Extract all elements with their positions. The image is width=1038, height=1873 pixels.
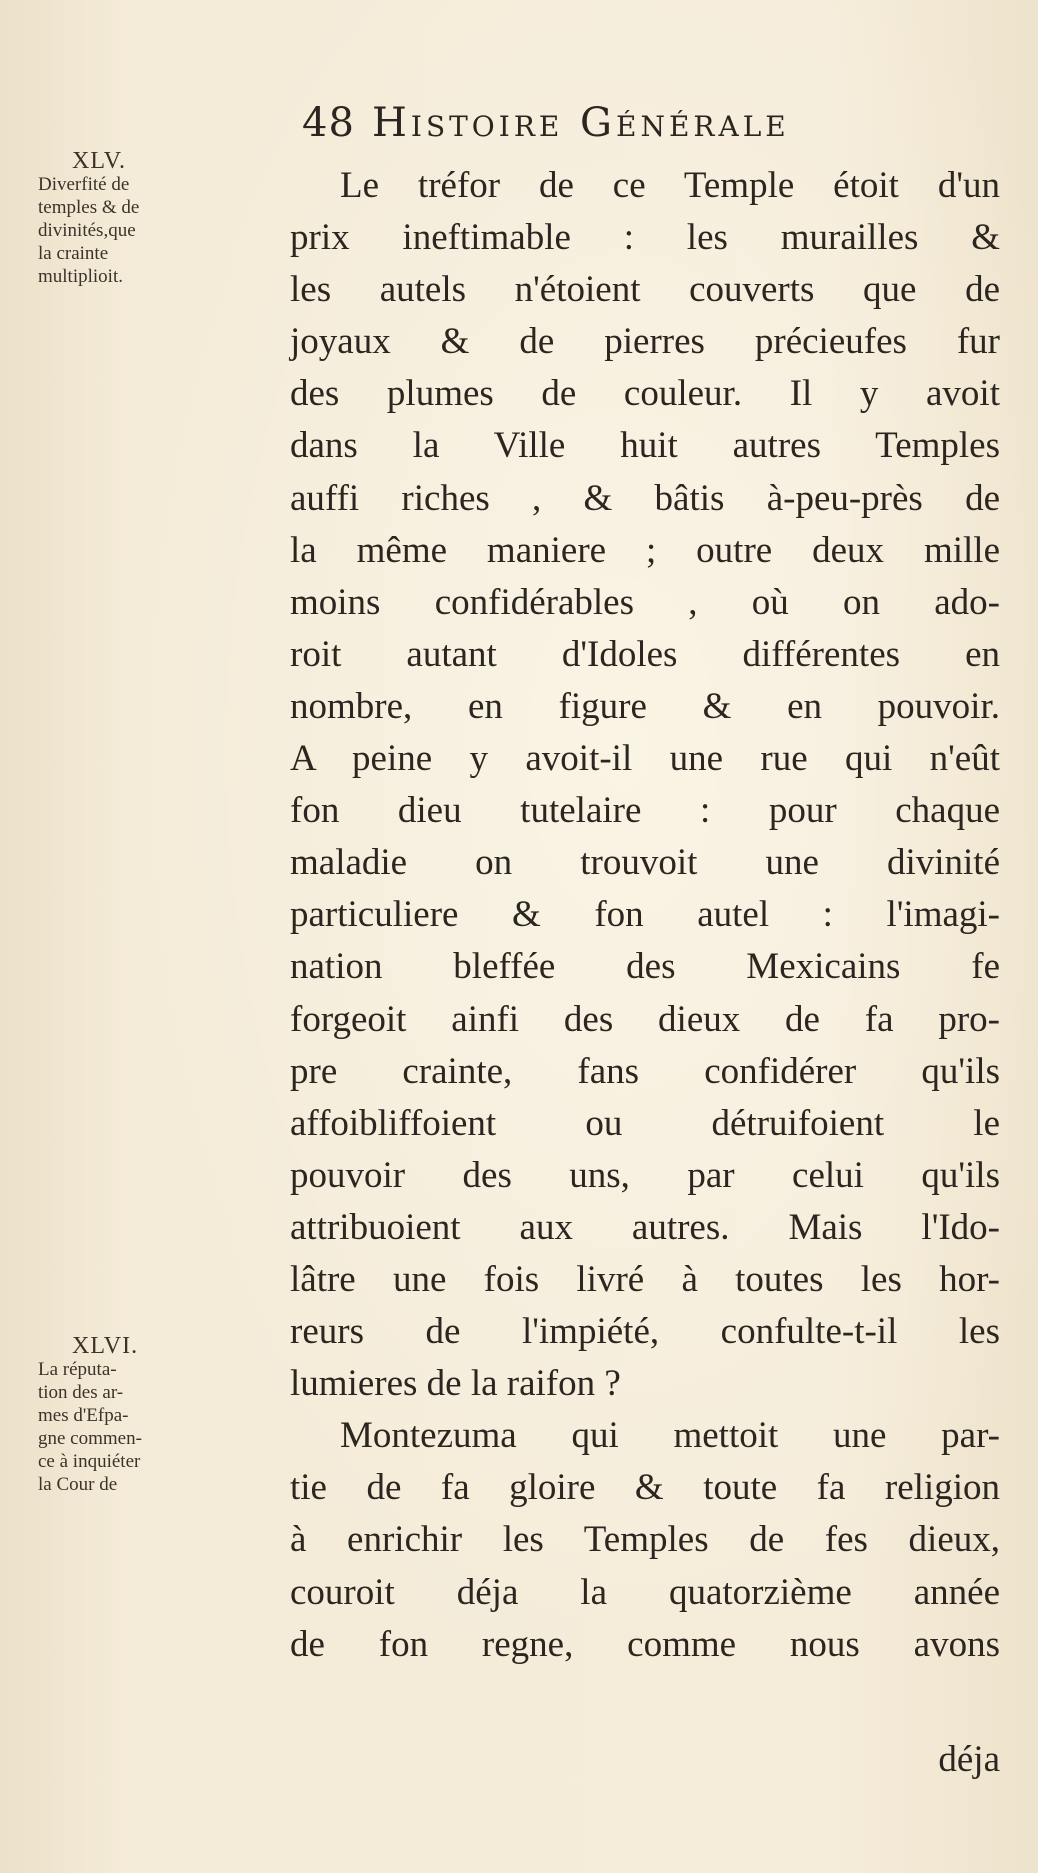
margin-note-line: La réputa- — [38, 1359, 117, 1380]
text-line: attribuoient aux autres. Mais l'Ido- — [290, 1206, 1000, 1248]
catchword: déja — [938, 1739, 1000, 1780]
text-line: les autels n'étoient couverts que de — [290, 269, 1000, 311]
margin-note-line: temples & de — [38, 197, 140, 218]
text-line: A peine y avoit-il une rue qui n'eût — [290, 738, 1000, 780]
text-line: lumieres de la raifon ? — [290, 1363, 621, 1405]
text-line: joyaux & de pierres précieufes fur — [290, 321, 1000, 363]
text-line: couroit déja la quatorzième année — [290, 1571, 1000, 1613]
text-line: auffi riches , & bâtis à-peu-près de — [290, 477, 1000, 519]
margin-note-line: tion des ar- — [38, 1382, 124, 1403]
text-line: fon dieu tutelaire : pour chaque — [290, 790, 1000, 832]
margin-note-line: la Cour de — [38, 1474, 118, 1495]
margin-note-line: divinités,que — [38, 220, 136, 241]
body-text — [290, 160, 1000, 1671]
running-title: Histoire Générale — [372, 100, 790, 146]
margin-note-line: gne commen- — [38, 1428, 142, 1449]
text-line: à enrichir les Temples de fes dieux, — [290, 1519, 1000, 1561]
text-line: nation bleffée des Mexicains fe — [290, 946, 1000, 988]
margin-note-number: XLVI. — [72, 1333, 139, 1359]
text-line: de fon regne, comme nous avons — [290, 1623, 1000, 1665]
text-line: reurs de l'impiété, confulte-t-il les — [290, 1311, 1000, 1353]
text-line: des plumes de couleur. Il y avoit — [290, 373, 1000, 415]
text-line: Montezuma qui mettoit une par- — [340, 1415, 1000, 1457]
text-line: affoibliffoient ou détruifoient le — [290, 1102, 1000, 1144]
margin-note-line: multiplioit. — [38, 266, 123, 287]
text-line: lâtre une fois livré à toutes les hor- — [290, 1258, 1000, 1300]
text-line: tie de fa gloire & toute fa religion — [290, 1467, 1000, 1509]
margin-note-line: ce à inquiéter — [38, 1451, 141, 1472]
margin-note-number: XLV. — [72, 148, 127, 174]
text-line: moins confidérables , où on ado- — [290, 581, 1000, 623]
text-line: pre crainte, fans confidérer qu'ils — [290, 1050, 1000, 1092]
text-line: dans la Ville huit autres Temples — [290, 425, 1000, 467]
text-line: nombre, en figure & en pouvoir. — [290, 685, 1000, 727]
margin-note-46 — [38, 1335, 288, 1496]
text-line: particuliere & fon autel : l'imagi- — [290, 894, 1000, 936]
text-line: pouvoir des uns, par celui qu'ils — [290, 1154, 1000, 1196]
page-header — [0, 100, 1038, 150]
text-line: Le tréfor de ce Temple étoit d'un — [340, 165, 1000, 206]
margin-note-45 — [38, 150, 288, 288]
margin-note-line: la crainte — [38, 243, 109, 264]
margin-note-line: Diverfité de — [38, 174, 130, 195]
text-line: roit autant d'Idoles différentes en — [290, 633, 1000, 675]
text-line: forgeoit ainfi des dieux de fa pro- — [290, 998, 1000, 1040]
margin-note-line: mes d'Efpa- — [38, 1405, 129, 1426]
text-line: maladie on trouvoit une divinité — [290, 842, 1000, 884]
text-line: la même maniere ; outre deux mille — [290, 529, 1000, 571]
text-line: prix ineftimable : les murailles & — [290, 217, 1000, 259]
page-number: 48 — [302, 100, 355, 146]
